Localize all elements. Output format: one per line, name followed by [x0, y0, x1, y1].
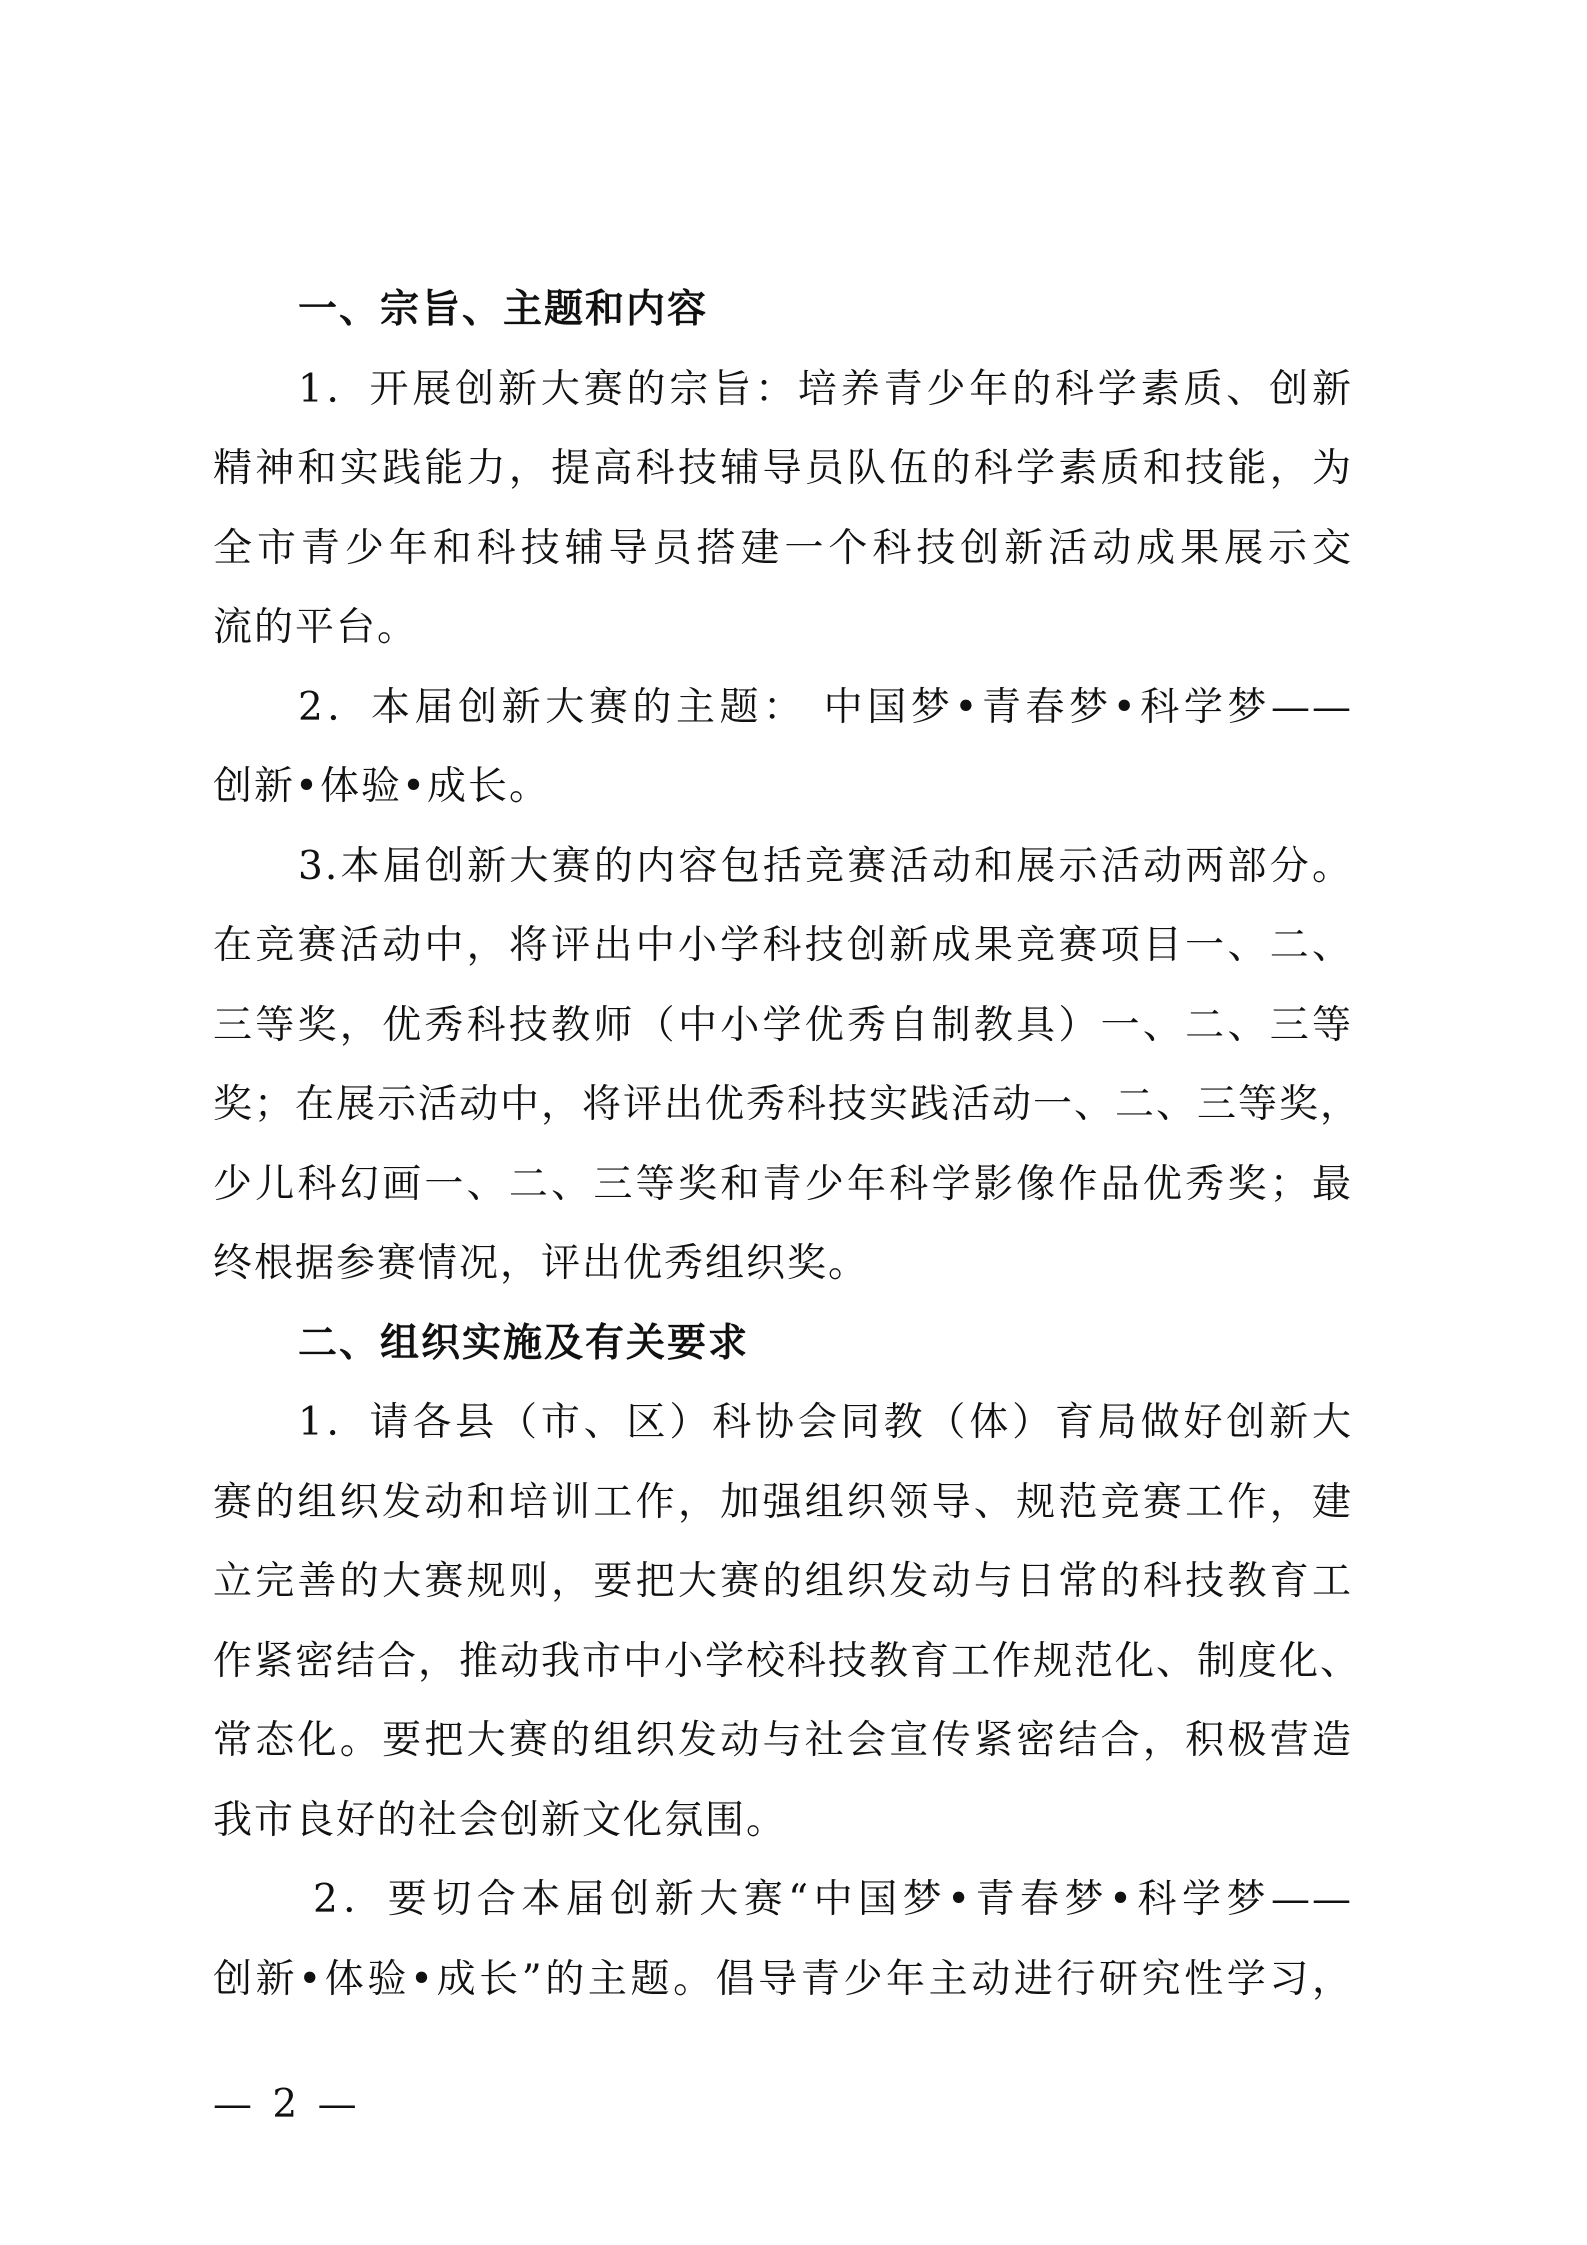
section-2-paragraph-1 [213, 1383, 1362, 1860]
text-line: 三等奖，优秀科技教师（中小学优秀自制教具）一、二、三等 [213, 1002, 1353, 1048]
text-line: 奖；在展示活动中，将评出优秀科技实践活动一、二、三等奖， [213, 1082, 1362, 1127]
section-1-paragraph-3 [213, 827, 1362, 1304]
text-line: 1．请各县（市、区）科协会同教（体）育局做好创新大 [298, 1400, 1353, 1445]
document-body [213, 270, 1362, 2019]
page-number: — 2 — [213, 2082, 361, 2127]
text-line: 创新•体验•成长”的主题。倡导青少年主动进行研究性学习， [213, 1956, 1353, 2002]
text-line: 2．要切合本届创新大赛“中国梦•青春梦•科学梦—— [313, 1877, 1353, 1922]
text-line: 我市良好的社会创新文化氛围。 [213, 1797, 788, 1843]
section-2-paragraph-2 [213, 1860, 1353, 2019]
text-line: 赛的组织发动和培训工作，加强组织领导、规范竞赛工作，建 [213, 1479, 1353, 1525]
text-line: 3.本届创新大赛的内容包括竞赛活动和展示活动两部分。 [298, 843, 1353, 889]
text-line: 终根据参赛情况，评出优秀组织奖。 [213, 1241, 870, 1286]
text-line: 1．开展创新大赛的宗旨：培养青少年的科学素质、创新 [298, 366, 1353, 412]
text-line: 常态化。要把大赛的组织发动与社会宣传紧密结合，积极营造 [213, 1718, 1353, 1763]
text-line: 2．本届创新大赛的主题： 中国梦•青春梦•科学梦—— [298, 684, 1353, 730]
text-line: 少儿科幻画一、二、三等奖和青少年科学影像作品优秀奖；最 [213, 1161, 1353, 1207]
text-line: 创新•体验•成长。 [213, 764, 551, 809]
text-line: 流的平台。 [213, 605, 419, 650]
text-line: 在竞赛活动中，将评出中小学科技创新成果竞赛项目一、二、 [213, 923, 1353, 968]
section-2-heading: 二、组织实施及有关要求 [298, 1320, 750, 1366]
section-1-heading: 一、宗旨、主题和内容 [298, 287, 709, 332]
section-1-paragraph-1 [213, 350, 1353, 668]
text-line: 作紧密结合，推动我市中小学校科技教育工作规范化、制度化、 [213, 1638, 1362, 1684]
section-1-paragraph-2 [213, 668, 1353, 827]
text-line: 精神和实践能力，提高科技辅导员队伍的科学素质和技能，为 [213, 446, 1353, 491]
text-line: 立完善的大赛规则，要把大赛的组织发动与日常的科技教育工 [213, 1559, 1353, 1604]
text-line: 全市青少年和科技辅导员搭建一个科技创新活动成果展示交 [213, 525, 1353, 571]
